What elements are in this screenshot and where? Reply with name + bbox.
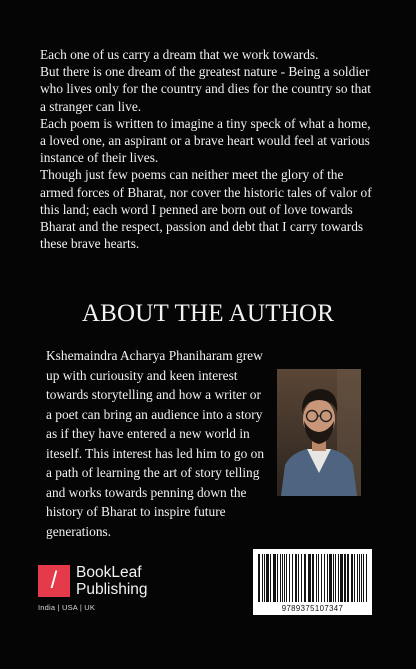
publisher-regions: India | USA | UK — [38, 603, 96, 612]
barcode-bar — [327, 554, 328, 602]
barcode-bar — [292, 554, 293, 602]
publisher-name — [76, 564, 148, 598]
publisher-logo — [38, 565, 238, 625]
blurb-paragraph-4: Though just few poems can neither meet the glory of the armed forces of Bharat, nor cover the historic tales of valor of this land; each word I penned are born out of love towards Bharat and the respect, passion and debt that I carry towards these brave hearts. — [40, 167, 372, 252]
barcode-bar — [301, 554, 302, 602]
barcode-bar — [363, 554, 364, 602]
blurb-paragraph-1: Each one of us carry a dream that we work towards. — [40, 47, 319, 62]
barcode-bar — [304, 554, 306, 602]
barcode-bar — [266, 554, 269, 602]
blurb-paragraph-2: But there is one dream of the greatest nature - Being a soldier who lives only for the country and dies for the country so that a stranger can live. — [40, 64, 371, 114]
author-portrait-image — [277, 369, 361, 496]
barcode-bar — [333, 554, 334, 602]
isbn-number: 9789375107347 — [281, 604, 344, 613]
barcode-bar — [351, 554, 353, 602]
barcode-bar — [273, 554, 276, 602]
barcode-bar — [324, 554, 325, 602]
barcode-bar — [347, 554, 349, 602]
barcode-bar — [312, 554, 314, 602]
barcode-bar — [258, 554, 260, 602]
barcode-bar — [262, 554, 263, 602]
barcode-bar — [282, 554, 283, 602]
barcode-bar — [286, 554, 287, 602]
barcode-bar — [354, 554, 355, 602]
blurb-paragraph-3: Each poem is written to imagine a tiny speck of what a home, a loved one, an aspirant or a brave heart would feel at various instance of their lives. — [40, 115, 371, 166]
author-bio: Kshemaindra Acharya Phaniharam grew up with curiousity and keen interest towards storytelling and how a writer or a poet can bring an audience into a story as if they have entered a new world in iteself. This interest has led him to go on a path of learning the art of story telling and works towards penning down the history of Bharat to inspire future generations. — [46, 348, 265, 539]
barcode-bar — [321, 554, 322, 602]
barcode-bars — [253, 549, 372, 605]
publisher-mark-icon: / — [38, 565, 70, 597]
barcode-bar — [316, 554, 317, 602]
barcode-bar — [366, 554, 367, 602]
isbn-barcode — [253, 549, 372, 615]
barcode-bar — [340, 554, 343, 602]
barcode-bar — [318, 554, 319, 602]
publisher-name-line2: Publishing — [76, 581, 148, 598]
publisher-name-line1: BookLeaf — [76, 564, 142, 581]
barcode-bar — [284, 554, 285, 602]
barcode-bar — [329, 554, 332, 602]
barcode-bar — [295, 554, 297, 602]
barcode-bar — [277, 554, 278, 602]
back-cover-blurb — [40, 46, 376, 252]
barcode-bar — [289, 554, 290, 602]
barcode-bar — [359, 554, 360, 602]
barcode-bar — [357, 554, 358, 602]
barcode-bar — [344, 554, 346, 602]
about-author-heading: ABOUT THE AUTHOR — [81, 300, 335, 327]
barcode-bar — [338, 554, 339, 602]
barcode-bar — [308, 554, 311, 602]
barcode-bar — [361, 554, 362, 602]
barcode-bar — [298, 554, 299, 602]
author-photo — [277, 369, 361, 496]
barcode-bar — [280, 554, 281, 602]
barcode-bar — [270, 554, 271, 602]
barcode-bar — [335, 554, 336, 602]
barcode-bar — [264, 554, 265, 602]
